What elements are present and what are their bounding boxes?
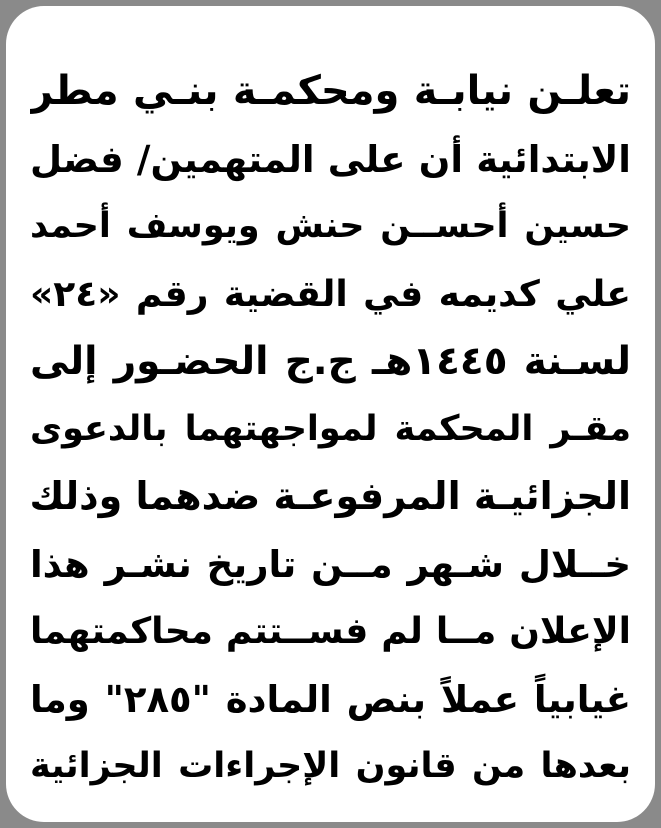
notice-line-11: بعدها من قانون الإجراءات الجزائية — [30, 746, 631, 786]
notice-line-7: الجزائيـة المرفوعـة ضدهما وذلك — [30, 474, 631, 518]
notice-line-5: لسـنة ١٤٤٥هـ ج.ج الحضـور إلى — [30, 339, 631, 384]
notice-line-8: خــلال شـهر مــن تاريخ نشـر هذا — [30, 542, 631, 586]
notice-card — [6, 6, 655, 822]
notice-line-1: تعلـن نيابـة ومحكمـة بنـي مطر — [30, 68, 631, 114]
notice-line-6: مقـر المحكمة لمواجهتهما بالدعوى — [30, 408, 631, 449]
notice-line-9: الإعلان مــا لم فســتتم محاكمتهما — [30, 611, 631, 652]
notice-line-3: حسين أحســن حنش ويوسف أحمد — [30, 206, 631, 246]
notice-line-10: غيابياً عملاً بنص المادة "٢٨٥" وما — [30, 677, 631, 721]
notice-line-2: الابتدائية أن على المتهمين/ فضل — [30, 137, 631, 181]
notice-body — [30, 58, 631, 801]
notice-line-4: علي كديمه في القضية رقم «٢٤» — [30, 273, 631, 315]
